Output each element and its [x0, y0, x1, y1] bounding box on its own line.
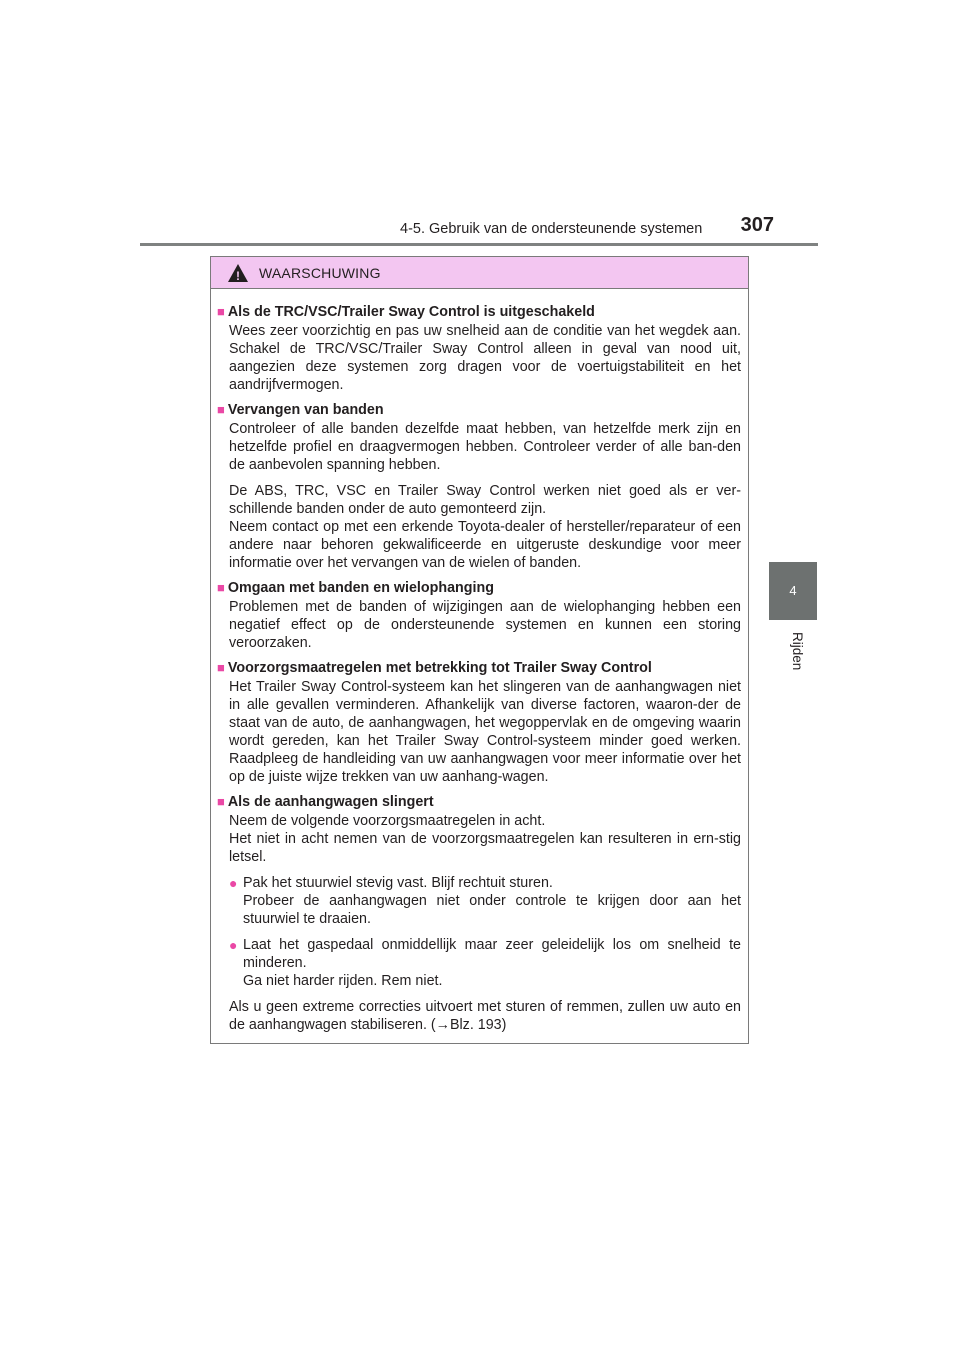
section-title: [217, 793, 741, 811]
section-title: [217, 401, 741, 419]
page-header-title: 4-5. Gebruik van de ondersteunende systemen: [400, 221, 703, 237]
section-title-text: Voorzorgsmaatregelen met betrekking tot Trailer Sway Control: [227, 660, 652, 676]
closing-paragraph: Als u geen extreme correcties uitvoert met sturen of remmen, zullen uw auto en de aanhangwagen stabiliseren. (→Blz. 193): [229, 999, 741, 1033]
paragraph: [229, 812, 741, 866]
bullet-item: [229, 874, 741, 928]
section-trc-off: [217, 303, 741, 394]
section-title-text: Omgaan met banden en wielophanging: [227, 580, 494, 596]
paragraph-line: De ABS, TRC, VSC en Trailer Sway Control werken niet goed als er ver-schillende banden onder de auto gemonteerd zijn.: [229, 483, 741, 517]
square-marker-icon: ■: [217, 794, 225, 809]
bullet-line: Probeer de aanhangwagen niet onder controle te krijgen door aan het stuurwiel te draaien.: [243, 893, 741, 927]
bullet-dot-icon: ●: [229, 937, 238, 953]
section-title: [217, 303, 741, 321]
bullet-item: [229, 936, 741, 990]
header-rule: [140, 243, 818, 246]
bullet-text: [243, 874, 741, 928]
paragraph: Wees zeer voorzichtig en pas uw snelheid aan de conditie van het wegdek aan. Schakel de TRC/VSC/Trailer Sway Control alleen in geval van nood uit, aangezien deze systemen zorg dragen voor de voertuigstabiliteit en het aandrijfvermogen.: [229, 323, 741, 393]
square-marker-icon: ■: [217, 580, 225, 595]
section-trailer-sway-precautions: [217, 659, 741, 786]
bullet-text: [243, 936, 741, 990]
paragraph-line: Neem de volgende voorzorgsmaatregelen in acht.: [229, 813, 546, 829]
chapter-tab: 4: [769, 562, 817, 620]
svg-text:!: !: [236, 268, 240, 283]
section-title-text: Als de TRC/VSC/Trailer Sway Control is uitgeschakeld: [227, 304, 595, 320]
section-title: [217, 659, 741, 677]
warning-title: WAARSCHUWING: [259, 264, 381, 281]
warning-body: [211, 289, 748, 1034]
warning-header: [211, 257, 748, 289]
page-number: 307: [740, 214, 774, 236]
square-marker-icon: ■: [217, 304, 225, 319]
warning-box: [210, 256, 749, 1044]
square-marker-icon: ■: [217, 660, 225, 675]
chapter-label: Rijden: [790, 632, 805, 671]
paragraph-line: Neem contact op met een erkende Toyota-dealer of hersteller/reparateur of een andere naar behoren gekwalificeerde en uitgeruste deskundige voor meer informatie over het vervangen van de wielen of banden.: [229, 519, 741, 571]
bullet-line: Laat het gaspedaal onmiddellijk maar zeer geleidelijk los om snelheid te minderen.: [243, 937, 741, 971]
paragraph: Controleer of alle banden dezelfde maat hebben, van hetzelfde merk zijn en hetzelfde profiel en draagvermogen hebben. Controleer verder of alle ban-den de aanbevolen spanning hebben.: [229, 421, 741, 473]
warning-triangle-icon: [227, 263, 249, 283]
section-title-text: Vervangen van banden: [227, 402, 384, 418]
section-trailer-swaying: [217, 793, 741, 1034]
paragraph: [229, 482, 741, 572]
section-title: [217, 579, 741, 597]
bullet-line: Ga niet harder rijden. Rem niet.: [243, 973, 443, 989]
paragraph: Problemen met de banden of wijzigingen aan de wielophanging hebben een negatief effect op de ondersteunende systemen en kunnen een storing veroorzaken.: [229, 599, 741, 651]
paragraph: Het Trailer Sway Control-systeem kan het slingeren van de aanhangwagen niet in alle gevallen verminderen. Afhankelijk van diverse factoren, waaron-der de staat van de auto, de aanhangwagen, het wegoppervlak en de omgeving waarin wordt gereden, kan het Trailer Sway Control-systeem minder goed werken. Raadpleeg de handleiding van uw aanhangwagen voor meer informatie over het op de juiste wijze trekken van uw aanhang-wagen.: [229, 679, 741, 785]
paragraph-line: Het niet in acht nemen van de voorzorgsmaatregelen kan resulteren in ern-stig letsel.: [229, 831, 741, 865]
section-title-text: Als de aanhangwagen slingert: [227, 794, 434, 810]
section-tire-replacement: [217, 401, 741, 572]
bullet-line: Pak het stuurwiel stevig vast. Blijf rechtuit sturen.: [243, 875, 553, 891]
bullet-dot-icon: ●: [229, 875, 238, 891]
square-marker-icon: ■: [217, 402, 225, 417]
section-tires-suspension: [217, 579, 741, 652]
